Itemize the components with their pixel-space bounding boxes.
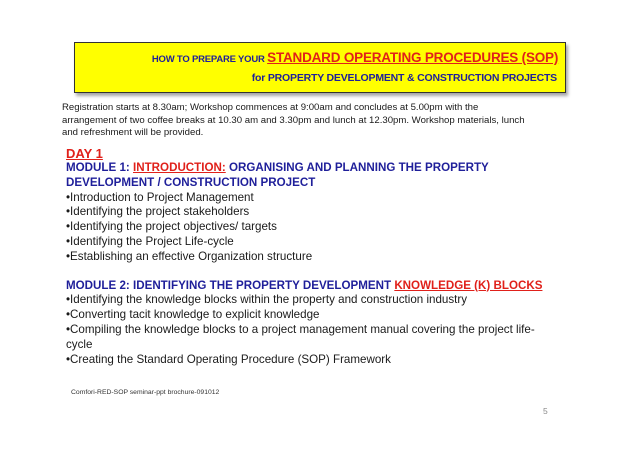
module-2-item: •Identifying the knowledge blocks within the property and construction industry (66, 293, 468, 307)
banner-highlight: STANDARD OPERATING PROCEDURES (SOP) (267, 50, 559, 65)
banner-prefix: HOW TO PREPARE YOUR (151, 54, 268, 65)
module-2-heading: MODULE 2: IDENTIFYING THE PROPERTY DEVELOPMENT KNOWLEDGE (K) BLOCKS (66, 278, 543, 292)
footer-reference: Comfori-RED-SOP seminar-ppt brochure-091012 (71, 389, 220, 396)
day-heading: DAY 1 (66, 146, 103, 161)
module-1-heading: MODULE 1: INTRODUCTION: ORGANISING AND PLANNING THE PROPERTY DEVELOPMENT / CONSTRUCTION PROJECT (66, 161, 489, 189)
module-2-item: •Creating the Standard Operating Procedure (SOP) Framework (66, 352, 391, 366)
agenda (66, 146, 556, 367)
banner-subtitle: for PROPERTY DEVELOPMENT & CONSTRUCTION PROJECTS (251, 72, 557, 84)
module-1-item: •Establishing an effective Organization structure (66, 249, 313, 263)
module-1-item: •Identifying the project objectives/ targets (66, 220, 277, 234)
module-1-item: •Introduction to Project Management (66, 190, 254, 204)
title-banner (74, 42, 566, 93)
banner-title-line (75, 50, 565, 65)
module-1-item: •Identifying the Project Life-cycle (66, 234, 234, 248)
registration-info: Registration starts at 8.30am; Workshop commences at 9:00am and concludes at 5.00pm with the arrangement of two coffee breaks at 10.30 am and 3.30pm and lunch at 12.30pm. Workshop materials, lunch and refreshment will be provided. (62, 102, 525, 138)
module-1-item: •Identifying the project stakeholders (66, 205, 250, 219)
module-2-item: •Compiling the knowledge blocks to a project management manual covering the project life-cycle (66, 322, 535, 351)
module-2-item: •Converting tacit knowledge to explicit knowledge (66, 308, 320, 322)
page-number: 5 (543, 406, 548, 416)
